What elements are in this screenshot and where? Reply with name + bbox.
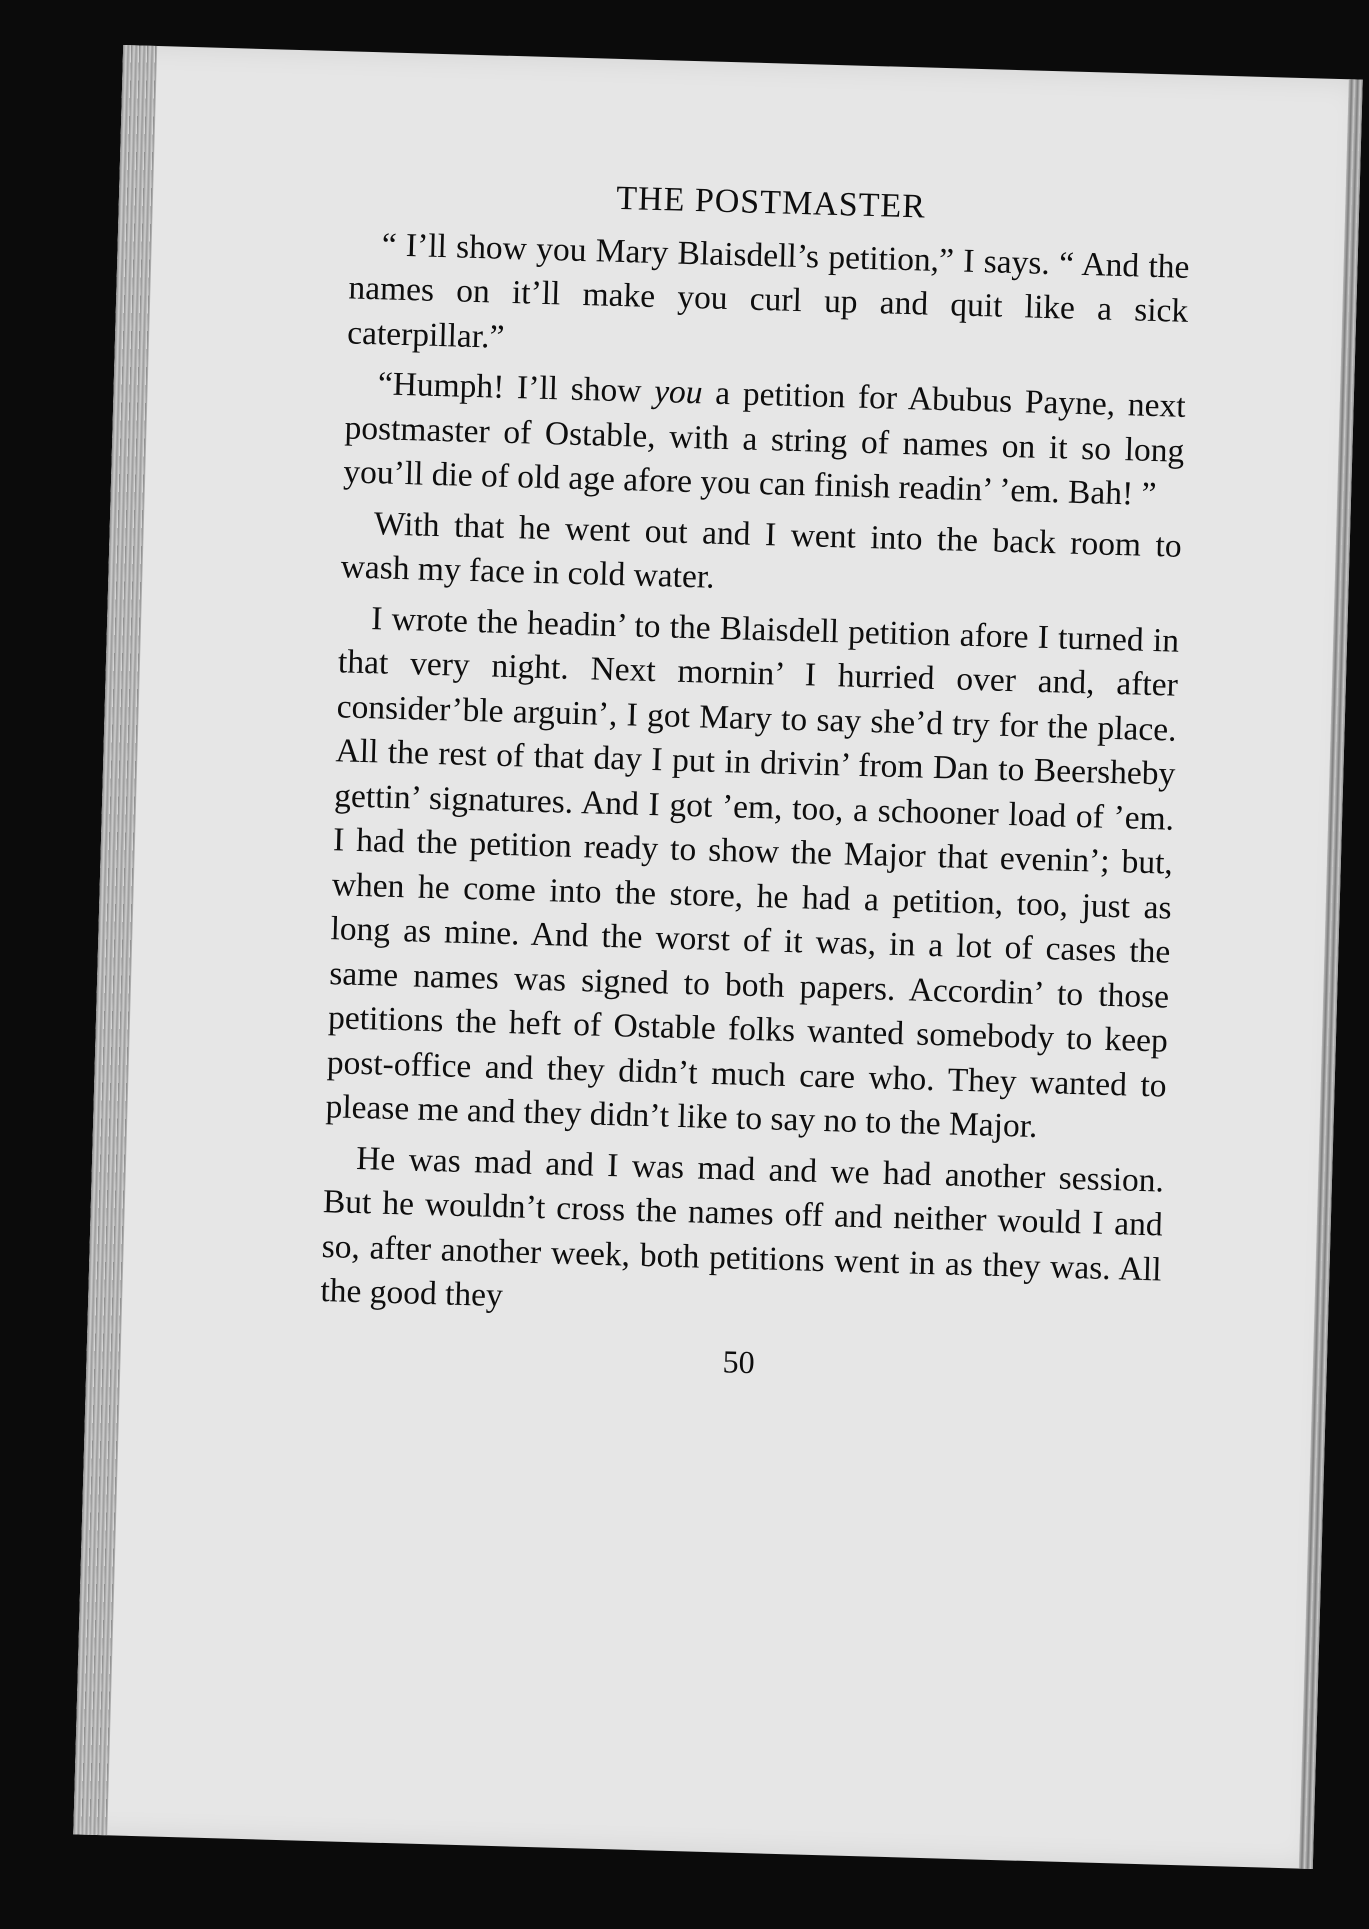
book-binding-edge xyxy=(73,45,157,1835)
page-text xyxy=(318,169,1191,1395)
paragraph-3: With that he went out and I went into the back room to wash my face in cold water. xyxy=(340,504,1183,596)
italic-word: you xyxy=(653,373,704,412)
book-page xyxy=(73,45,1362,1869)
running-title: THE POSTMASTER xyxy=(615,179,927,226)
paragraph-5: He was mad and I was mad and we had another session. But he wouldn’t cross the names off and neither would I and so, after another week, both petitions went in as they was. All the good they xyxy=(320,1139,1165,1315)
paragraph-2-before: “Humph! I’ll show xyxy=(377,365,655,410)
paragraph-4: I wrote the headin’ to the Blaisdell petition afore I turned in that very night. Next mornin’ I hurried over and, after consider’ble arguin’, I got Mary to say she’d try for the place. All the rest of that day I put in drivin’ from Dan to Beersheby gettin’ signatures. And I got ’em, too, a schooner load of ’em. I had the petition ready to show the Major that evenin’; but, when he come into the store, he had a petition, too, just as long as mine. And the worst of it was, in a lot of cases the same names was signed to both papers. Accordin’ to those petitions the heft of Ostable folks wanted somebody to keep post-office and they didn’t much care who. They wanted to please me and they didn’t like to say no to the Major. xyxy=(325,599,1180,1145)
paragraph-2-after: a petition for Abubus Payne, next postmaster of Ostable, with a string of names on it so long you’ll die of old age afore you can finish readin’ ’em. Bah! ” xyxy=(342,374,1187,514)
page-number: 50 xyxy=(722,1342,756,1380)
paragraph-1: “ I’ll show you Mary Blaisdell’s petition,” I says. “ And the names on it’ll make you curl up and quit like a sick caterpillar.” xyxy=(346,225,1190,356)
page-stack-edge xyxy=(1299,79,1363,1869)
paragraph-2 xyxy=(343,361,1186,518)
